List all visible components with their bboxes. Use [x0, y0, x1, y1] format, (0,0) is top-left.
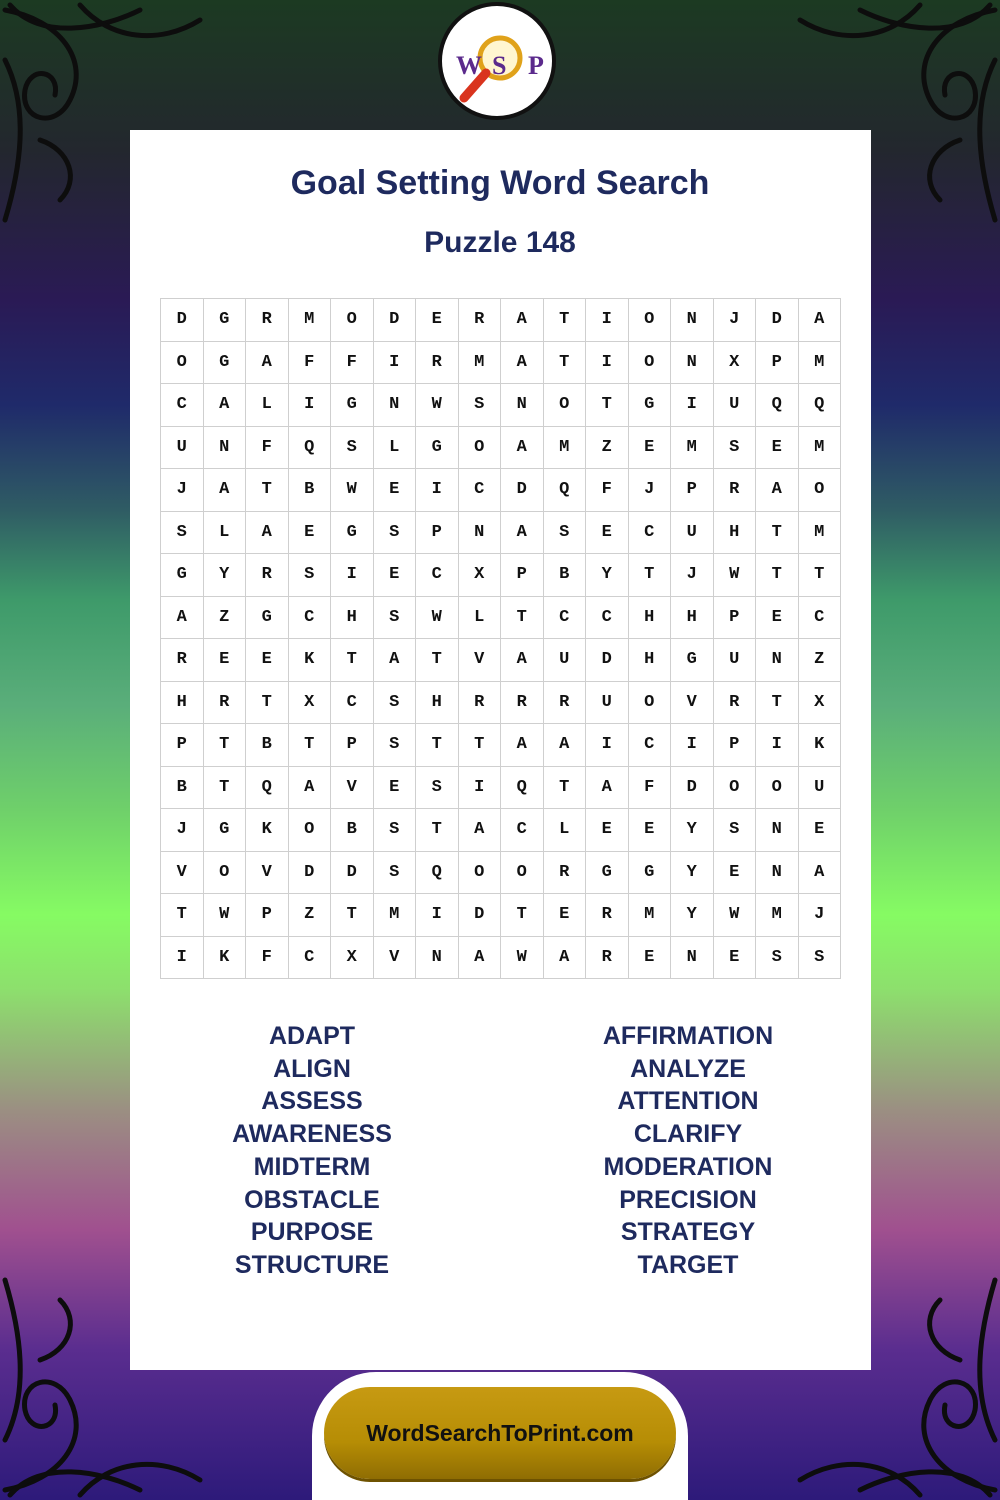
- grid-cell[interactable]: S: [374, 724, 417, 767]
- grid-cell[interactable]: C: [586, 597, 629, 640]
- grid-cell[interactable]: P: [246, 894, 289, 937]
- grid-cell[interactable]: F: [331, 342, 374, 385]
- grid-cell[interactable]: Q: [799, 384, 842, 427]
- grid-cell[interactable]: S: [374, 682, 417, 725]
- grid-cell[interactable]: J: [629, 469, 672, 512]
- grid-cell[interactable]: S: [374, 512, 417, 555]
- grid-cell[interactable]: A: [501, 299, 544, 342]
- grid-cell[interactable]: R: [246, 554, 289, 597]
- grid-cell[interactable]: L: [459, 597, 502, 640]
- grid-cell[interactable]: G: [629, 852, 672, 895]
- grid-cell[interactable]: M: [671, 427, 714, 470]
- grid-cell[interactable]: G: [161, 554, 204, 597]
- grid-cell[interactable]: Y: [671, 852, 714, 895]
- grid-cell[interactable]: C: [629, 724, 672, 767]
- grid-cell[interactable]: I: [374, 342, 417, 385]
- grid-cell[interactable]: T: [459, 724, 502, 767]
- grid-cell[interactable]: O: [204, 852, 247, 895]
- grid-cell[interactable]: G: [204, 299, 247, 342]
- grid-cell[interactable]: H: [629, 639, 672, 682]
- grid-cell[interactable]: U: [714, 639, 757, 682]
- grid-cell[interactable]: A: [501, 724, 544, 767]
- grid-cell[interactable]: E: [714, 937, 757, 980]
- grid-cell[interactable]: E: [586, 809, 629, 852]
- grid-cell[interactable]: G: [204, 809, 247, 852]
- grid-cell[interactable]: F: [246, 937, 289, 980]
- grid-cell[interactable]: E: [544, 894, 587, 937]
- grid-cell[interactable]: H: [671, 597, 714, 640]
- grid-cell[interactable]: H: [416, 682, 459, 725]
- grid-cell[interactable]: T: [204, 767, 247, 810]
- grid-cell[interactable]: T: [246, 682, 289, 725]
- grid-cell[interactable]: Z: [289, 894, 332, 937]
- grid-cell[interactable]: B: [544, 554, 587, 597]
- grid-cell[interactable]: X: [331, 937, 374, 980]
- grid-cell[interactable]: T: [799, 554, 842, 597]
- grid-cell[interactable]: R: [714, 469, 757, 512]
- grid-cell[interactable]: C: [289, 937, 332, 980]
- grid-cell[interactable]: G: [246, 597, 289, 640]
- grid-cell[interactable]: X: [799, 682, 842, 725]
- grid-cell[interactable]: H: [629, 597, 672, 640]
- grid-cell[interactable]: I: [289, 384, 332, 427]
- grid-cell[interactable]: P: [714, 597, 757, 640]
- grid-cell[interactable]: O: [799, 469, 842, 512]
- grid-cell[interactable]: R: [586, 894, 629, 937]
- grid-cell[interactable]: T: [544, 299, 587, 342]
- grid-cell[interactable]: D: [671, 767, 714, 810]
- grid-cell[interactable]: A: [374, 639, 417, 682]
- grid-cell[interactable]: Z: [799, 639, 842, 682]
- grid-cell[interactable]: S: [544, 512, 587, 555]
- grid-cell[interactable]: O: [459, 852, 502, 895]
- grid-cell[interactable]: M: [459, 342, 502, 385]
- grid-cell[interactable]: G: [671, 639, 714, 682]
- grid-cell[interactable]: M: [799, 342, 842, 385]
- word-list-item: CLARIFY: [633, 1120, 743, 1149]
- grid-cell[interactable]: S: [374, 597, 417, 640]
- grid-cell[interactable]: E: [629, 937, 672, 980]
- grid-cell[interactable]: M: [756, 894, 799, 937]
- grid-cell[interactable]: C: [331, 682, 374, 725]
- grid-cell[interactable]: U: [799, 767, 842, 810]
- grid-cell[interactable]: L: [246, 384, 289, 427]
- grid-cell[interactable]: A: [544, 937, 587, 980]
- grid-cell[interactable]: C: [416, 554, 459, 597]
- grid-cell[interactable]: F: [246, 427, 289, 470]
- grid-cell[interactable]: O: [756, 767, 799, 810]
- logo-letter-p: P: [528, 51, 544, 80]
- grid-cell[interactable]: G: [204, 342, 247, 385]
- grid-cell[interactable]: A: [459, 937, 502, 980]
- grid-cell[interactable]: D: [161, 299, 204, 342]
- word-list-item: ADAPT: [268, 1022, 356, 1050]
- grid-cell[interactable]: V: [374, 937, 417, 980]
- grid-cell[interactable]: N: [501, 384, 544, 427]
- grid-cell[interactable]: R: [459, 682, 502, 725]
- grid-cell[interactable]: I: [331, 554, 374, 597]
- grid-cell[interactable]: P: [501, 554, 544, 597]
- grid-cell[interactable]: W: [501, 937, 544, 980]
- grid-cell[interactable]: Q: [501, 767, 544, 810]
- grid-cell[interactable]: I: [161, 937, 204, 980]
- grid-cell[interactable]: C: [799, 597, 842, 640]
- grid-cell[interactable]: T: [331, 894, 374, 937]
- logo-letter-w: W: [456, 51, 482, 80]
- grid-cell[interactable]: T: [416, 639, 459, 682]
- grid-cell[interactable]: P: [714, 724, 757, 767]
- grid-cell[interactable]: P: [161, 724, 204, 767]
- grid-cell[interactable]: Q: [289, 427, 332, 470]
- grid-cell[interactable]: O: [501, 852, 544, 895]
- grid-cell[interactable]: D: [289, 852, 332, 895]
- grid-cell[interactable]: Q: [756, 384, 799, 427]
- grid-cell[interactable]: J: [799, 894, 842, 937]
- wsp-logo[interactable]: [438, 2, 556, 120]
- grid-cell[interactable]: A: [586, 767, 629, 810]
- word-list-item: PRECISION: [619, 1185, 757, 1214]
- grid-cell[interactable]: E: [289, 512, 332, 555]
- grid-cell[interactable]: Q: [544, 469, 587, 512]
- grid-cell[interactable]: U: [544, 639, 587, 682]
- grid-cell[interactable]: I: [756, 724, 799, 767]
- word-list-item: ANALYZE: [630, 1054, 746, 1083]
- grid-cell[interactable]: A: [756, 469, 799, 512]
- grid-cell[interactable]: L: [204, 512, 247, 555]
- word-list-item: AFFIRMATION: [602, 1022, 774, 1050]
- grid-cell[interactable]: C: [501, 809, 544, 852]
- grid-cell[interactable]: A: [459, 809, 502, 852]
- grid-cell[interactable]: G: [331, 384, 374, 427]
- grid-cell[interactable]: E: [714, 852, 757, 895]
- grid-cell[interactable]: J: [671, 554, 714, 597]
- grid-cell[interactable]: Q: [416, 852, 459, 895]
- grid-cell[interactable]: M: [374, 894, 417, 937]
- grid-cell[interactable]: T: [544, 767, 587, 810]
- grid-cell[interactable]: S: [161, 512, 204, 555]
- grid-cell[interactable]: B: [246, 724, 289, 767]
- grid-cell[interactable]: D: [331, 852, 374, 895]
- grid-cell[interactable]: O: [714, 767, 757, 810]
- grid-cell[interactable]: N: [756, 809, 799, 852]
- grid-cell[interactable]: A: [204, 469, 247, 512]
- grid-cell[interactable]: K: [246, 809, 289, 852]
- word-list-item: TARGET: [637, 1250, 739, 1279]
- grid-cell[interactable]: E: [799, 809, 842, 852]
- grid-cell[interactable]: O: [289, 809, 332, 852]
- grid-cell[interactable]: T: [586, 384, 629, 427]
- grid-cell[interactable]: A: [544, 724, 587, 767]
- grid-cell[interactable]: T: [501, 894, 544, 937]
- grid-cell[interactable]: R: [544, 852, 587, 895]
- grid-cell[interactable]: T: [756, 682, 799, 725]
- grid-cell[interactable]: U: [586, 682, 629, 725]
- grid-cell[interactable]: S: [714, 809, 757, 852]
- grid-cell[interactable]: A: [246, 342, 289, 385]
- word-list-item: MODERATION: [603, 1152, 773, 1181]
- page-title: Goal Setting Word Search: [290, 164, 710, 202]
- grid-cell[interactable]: R: [416, 342, 459, 385]
- grid-cell[interactable]: M: [799, 427, 842, 470]
- grid-cell[interactable]: Y: [671, 809, 714, 852]
- grid-cell[interactable]: C: [629, 512, 672, 555]
- grid-cell[interactable]: A: [799, 299, 842, 342]
- grid-cell[interactable]: G: [629, 384, 672, 427]
- grid-cell[interactable]: S: [714, 427, 757, 470]
- grid-cell[interactable]: E: [374, 469, 417, 512]
- grid-cell[interactable]: D: [756, 299, 799, 342]
- letter-grid: [160, 298, 841, 979]
- grid-cell[interactable]: S: [756, 937, 799, 980]
- grid-cell[interactable]: E: [374, 554, 417, 597]
- grid-cell[interactable]: A: [501, 512, 544, 555]
- grid-cell[interactable]: I: [586, 299, 629, 342]
- grid-cell[interactable]: A: [204, 384, 247, 427]
- grid-cell[interactable]: Q: [246, 767, 289, 810]
- grid-cell[interactable]: I: [586, 342, 629, 385]
- grid-cell[interactable]: H: [161, 682, 204, 725]
- grid-cell[interactable]: N: [671, 299, 714, 342]
- grid-cell[interactable]: N: [756, 639, 799, 682]
- grid-cell[interactable]: V: [331, 767, 374, 810]
- word-list-left: [112, 1020, 512, 1282]
- grid-cell[interactable]: O: [629, 299, 672, 342]
- grid-cell[interactable]: S: [374, 852, 417, 895]
- grid-cell[interactable]: R: [714, 682, 757, 725]
- grid-cell[interactable]: T: [629, 554, 672, 597]
- grid-cell[interactable]: V: [161, 852, 204, 895]
- grid-cell[interactable]: V: [671, 682, 714, 725]
- grid-cell[interactable]: G: [331, 512, 374, 555]
- grid-cell[interactable]: C: [161, 384, 204, 427]
- grid-cell[interactable]: T: [501, 597, 544, 640]
- site-link-button[interactable]: WordSearchToPrint.com: [324, 1387, 676, 1479]
- grid-cell[interactable]: S: [331, 427, 374, 470]
- grid-cell[interactable]: M: [629, 894, 672, 937]
- grid-cell[interactable]: B: [161, 767, 204, 810]
- grid-cell[interactable]: Y: [671, 894, 714, 937]
- grid-cell[interactable]: A: [501, 639, 544, 682]
- grid-cell[interactable]: U: [714, 384, 757, 427]
- grid-cell[interactable]: A: [289, 767, 332, 810]
- grid-cell[interactable]: I: [586, 724, 629, 767]
- grid-cell[interactable]: P: [671, 469, 714, 512]
- word-list-item: OBSTACLE: [244, 1185, 380, 1214]
- grid-cell[interactable]: W: [714, 554, 757, 597]
- word-list-item: ATTENTION: [617, 1087, 759, 1116]
- grid-cell[interactable]: O: [544, 384, 587, 427]
- grid-cell[interactable]: I: [671, 384, 714, 427]
- grid-cell[interactable]: X: [289, 682, 332, 725]
- grid-cell[interactable]: N: [671, 342, 714, 385]
- grid-cell[interactable]: R: [544, 682, 587, 725]
- grid-cell[interactable]: U: [161, 427, 204, 470]
- grid-cell[interactable]: O: [629, 342, 672, 385]
- grid-cell[interactable]: X: [714, 342, 757, 385]
- grid-cell[interactable]: S: [416, 767, 459, 810]
- grid-cell[interactable]: J: [161, 469, 204, 512]
- grid-cell[interactable]: K: [289, 639, 332, 682]
- grid-cell[interactable]: T: [331, 639, 374, 682]
- grid-cell[interactable]: N: [416, 937, 459, 980]
- grid-cell[interactable]: D: [459, 894, 502, 937]
- grid-cell[interactable]: N: [204, 427, 247, 470]
- grid-cell[interactable]: O: [629, 682, 672, 725]
- grid-cell[interactable]: V: [459, 639, 502, 682]
- word-list-item: STRATEGY: [620, 1218, 756, 1247]
- grid-cell[interactable]: R: [161, 639, 204, 682]
- grid-cell[interactable]: M: [544, 427, 587, 470]
- grid-cell[interactable]: T: [161, 894, 204, 937]
- grid-cell[interactable]: K: [799, 724, 842, 767]
- grid-cell[interactable]: A: [161, 597, 204, 640]
- grid-cell[interactable]: G: [416, 427, 459, 470]
- word-list-item: MIDTERM: [253, 1152, 371, 1181]
- grid-cell[interactable]: F: [586, 469, 629, 512]
- grid-cell[interactable]: T: [289, 724, 332, 767]
- grid-cell[interactable]: C: [289, 597, 332, 640]
- grid-cell[interactable]: W: [416, 597, 459, 640]
- grid-cell[interactable]: D: [586, 639, 629, 682]
- grid-cell[interactable]: H: [331, 597, 374, 640]
- grid-cell[interactable]: N: [671, 937, 714, 980]
- grid-cell[interactable]: L: [374, 427, 417, 470]
- grid-cell[interactable]: D: [501, 469, 544, 512]
- grid-cell[interactable]: O: [331, 299, 374, 342]
- puzzle-number: Puzzle 148: [424, 226, 576, 259]
- grid-cell[interactable]: H: [714, 512, 757, 555]
- grid-cell[interactable]: M: [289, 299, 332, 342]
- grid-cell[interactable]: W: [416, 384, 459, 427]
- grid-cell[interactable]: R: [501, 682, 544, 725]
- word-list-item: ASSESS: [261, 1087, 363, 1116]
- grid-cell[interactable]: O: [161, 342, 204, 385]
- grid-cell[interactable]: N: [459, 512, 502, 555]
- grid-cell[interactable]: R: [459, 299, 502, 342]
- grid-cell[interactable]: P: [331, 724, 374, 767]
- grid-cell[interactable]: T: [756, 554, 799, 597]
- grid-cell[interactable]: K: [204, 937, 247, 980]
- grid-cell[interactable]: E: [586, 512, 629, 555]
- grid-cell[interactable]: C: [459, 469, 502, 512]
- grid-cell[interactable]: T: [544, 342, 587, 385]
- grid-cell[interactable]: B: [289, 469, 332, 512]
- grid-cell[interactable]: T: [204, 724, 247, 767]
- grid-cell[interactable]: B: [331, 809, 374, 852]
- grid-cell[interactable]: O: [459, 427, 502, 470]
- grid-cell[interactable]: W: [714, 894, 757, 937]
- grid-cell[interactable]: Y: [586, 554, 629, 597]
- grid-cell[interactable]: S: [289, 554, 332, 597]
- grid-cell[interactable]: N: [374, 384, 417, 427]
- grid-cell[interactable]: L: [544, 809, 587, 852]
- word-list-item: STRUCTURE: [234, 1250, 390, 1279]
- grid-cell[interactable]: T: [246, 469, 289, 512]
- grid-cell[interactable]: S: [459, 384, 502, 427]
- grid-cell[interactable]: W: [204, 894, 247, 937]
- grid-cell[interactable]: E: [756, 597, 799, 640]
- grid-cell[interactable]: I: [416, 469, 459, 512]
- grid-cell[interactable]: Z: [204, 597, 247, 640]
- grid-cell[interactable]: E: [416, 299, 459, 342]
- grid-cell[interactable]: A: [501, 342, 544, 385]
- grid-cell[interactable]: D: [374, 299, 417, 342]
- grid-cell[interactable]: R: [204, 682, 247, 725]
- grid-cell[interactable]: S: [799, 937, 842, 980]
- grid-cell[interactable]: T: [416, 809, 459, 852]
- grid-cell[interactable]: E: [756, 427, 799, 470]
- grid-cell[interactable]: E: [629, 427, 672, 470]
- grid-cell[interactable]: U: [671, 512, 714, 555]
- grid-cell[interactable]: A: [246, 512, 289, 555]
- word-list-item: ALIGN: [273, 1054, 351, 1083]
- grid-cell[interactable]: V: [246, 852, 289, 895]
- grid-cell[interactable]: A: [501, 427, 544, 470]
- word-list-item: PURPOSE: [250, 1218, 374, 1247]
- grid-cell[interactable]: G: [586, 852, 629, 895]
- grid-cell[interactable]: M: [799, 512, 842, 555]
- word-list-right: [488, 1020, 888, 1282]
- grid-cell[interactable]: C: [544, 597, 587, 640]
- grid-cell[interactable]: E: [204, 639, 247, 682]
- grid-cell[interactable]: E: [246, 639, 289, 682]
- grid-cell[interactable]: E: [374, 767, 417, 810]
- grid-cell[interactable]: I: [459, 767, 502, 810]
- grid-cell[interactable]: I: [671, 724, 714, 767]
- grid-cell[interactable]: S: [374, 809, 417, 852]
- grid-cell[interactable]: A: [799, 852, 842, 895]
- grid-cell[interactable]: I: [416, 894, 459, 937]
- grid-cell[interactable]: P: [416, 512, 459, 555]
- grid-cell[interactable]: R: [586, 937, 629, 980]
- grid-cell[interactable]: R: [246, 299, 289, 342]
- grid-cell[interactable]: W: [331, 469, 374, 512]
- grid-cell[interactable]: F: [629, 767, 672, 810]
- grid-cell[interactable]: J: [714, 299, 757, 342]
- logo-letter-s: S: [492, 51, 507, 80]
- grid-cell[interactable]: T: [756, 512, 799, 555]
- grid-cell[interactable]: E: [629, 809, 672, 852]
- grid-cell[interactable]: Z: [586, 427, 629, 470]
- word-list-item: AWARENESS: [232, 1120, 392, 1149]
- grid-cell[interactable]: P: [756, 342, 799, 385]
- grid-cell[interactable]: T: [416, 724, 459, 767]
- grid-cell[interactable]: Y: [204, 554, 247, 597]
- grid-cell[interactable]: X: [459, 554, 502, 597]
- grid-cell[interactable]: N: [756, 852, 799, 895]
- grid-cell[interactable]: F: [289, 342, 332, 385]
- grid-cell[interactable]: J: [161, 809, 204, 852]
